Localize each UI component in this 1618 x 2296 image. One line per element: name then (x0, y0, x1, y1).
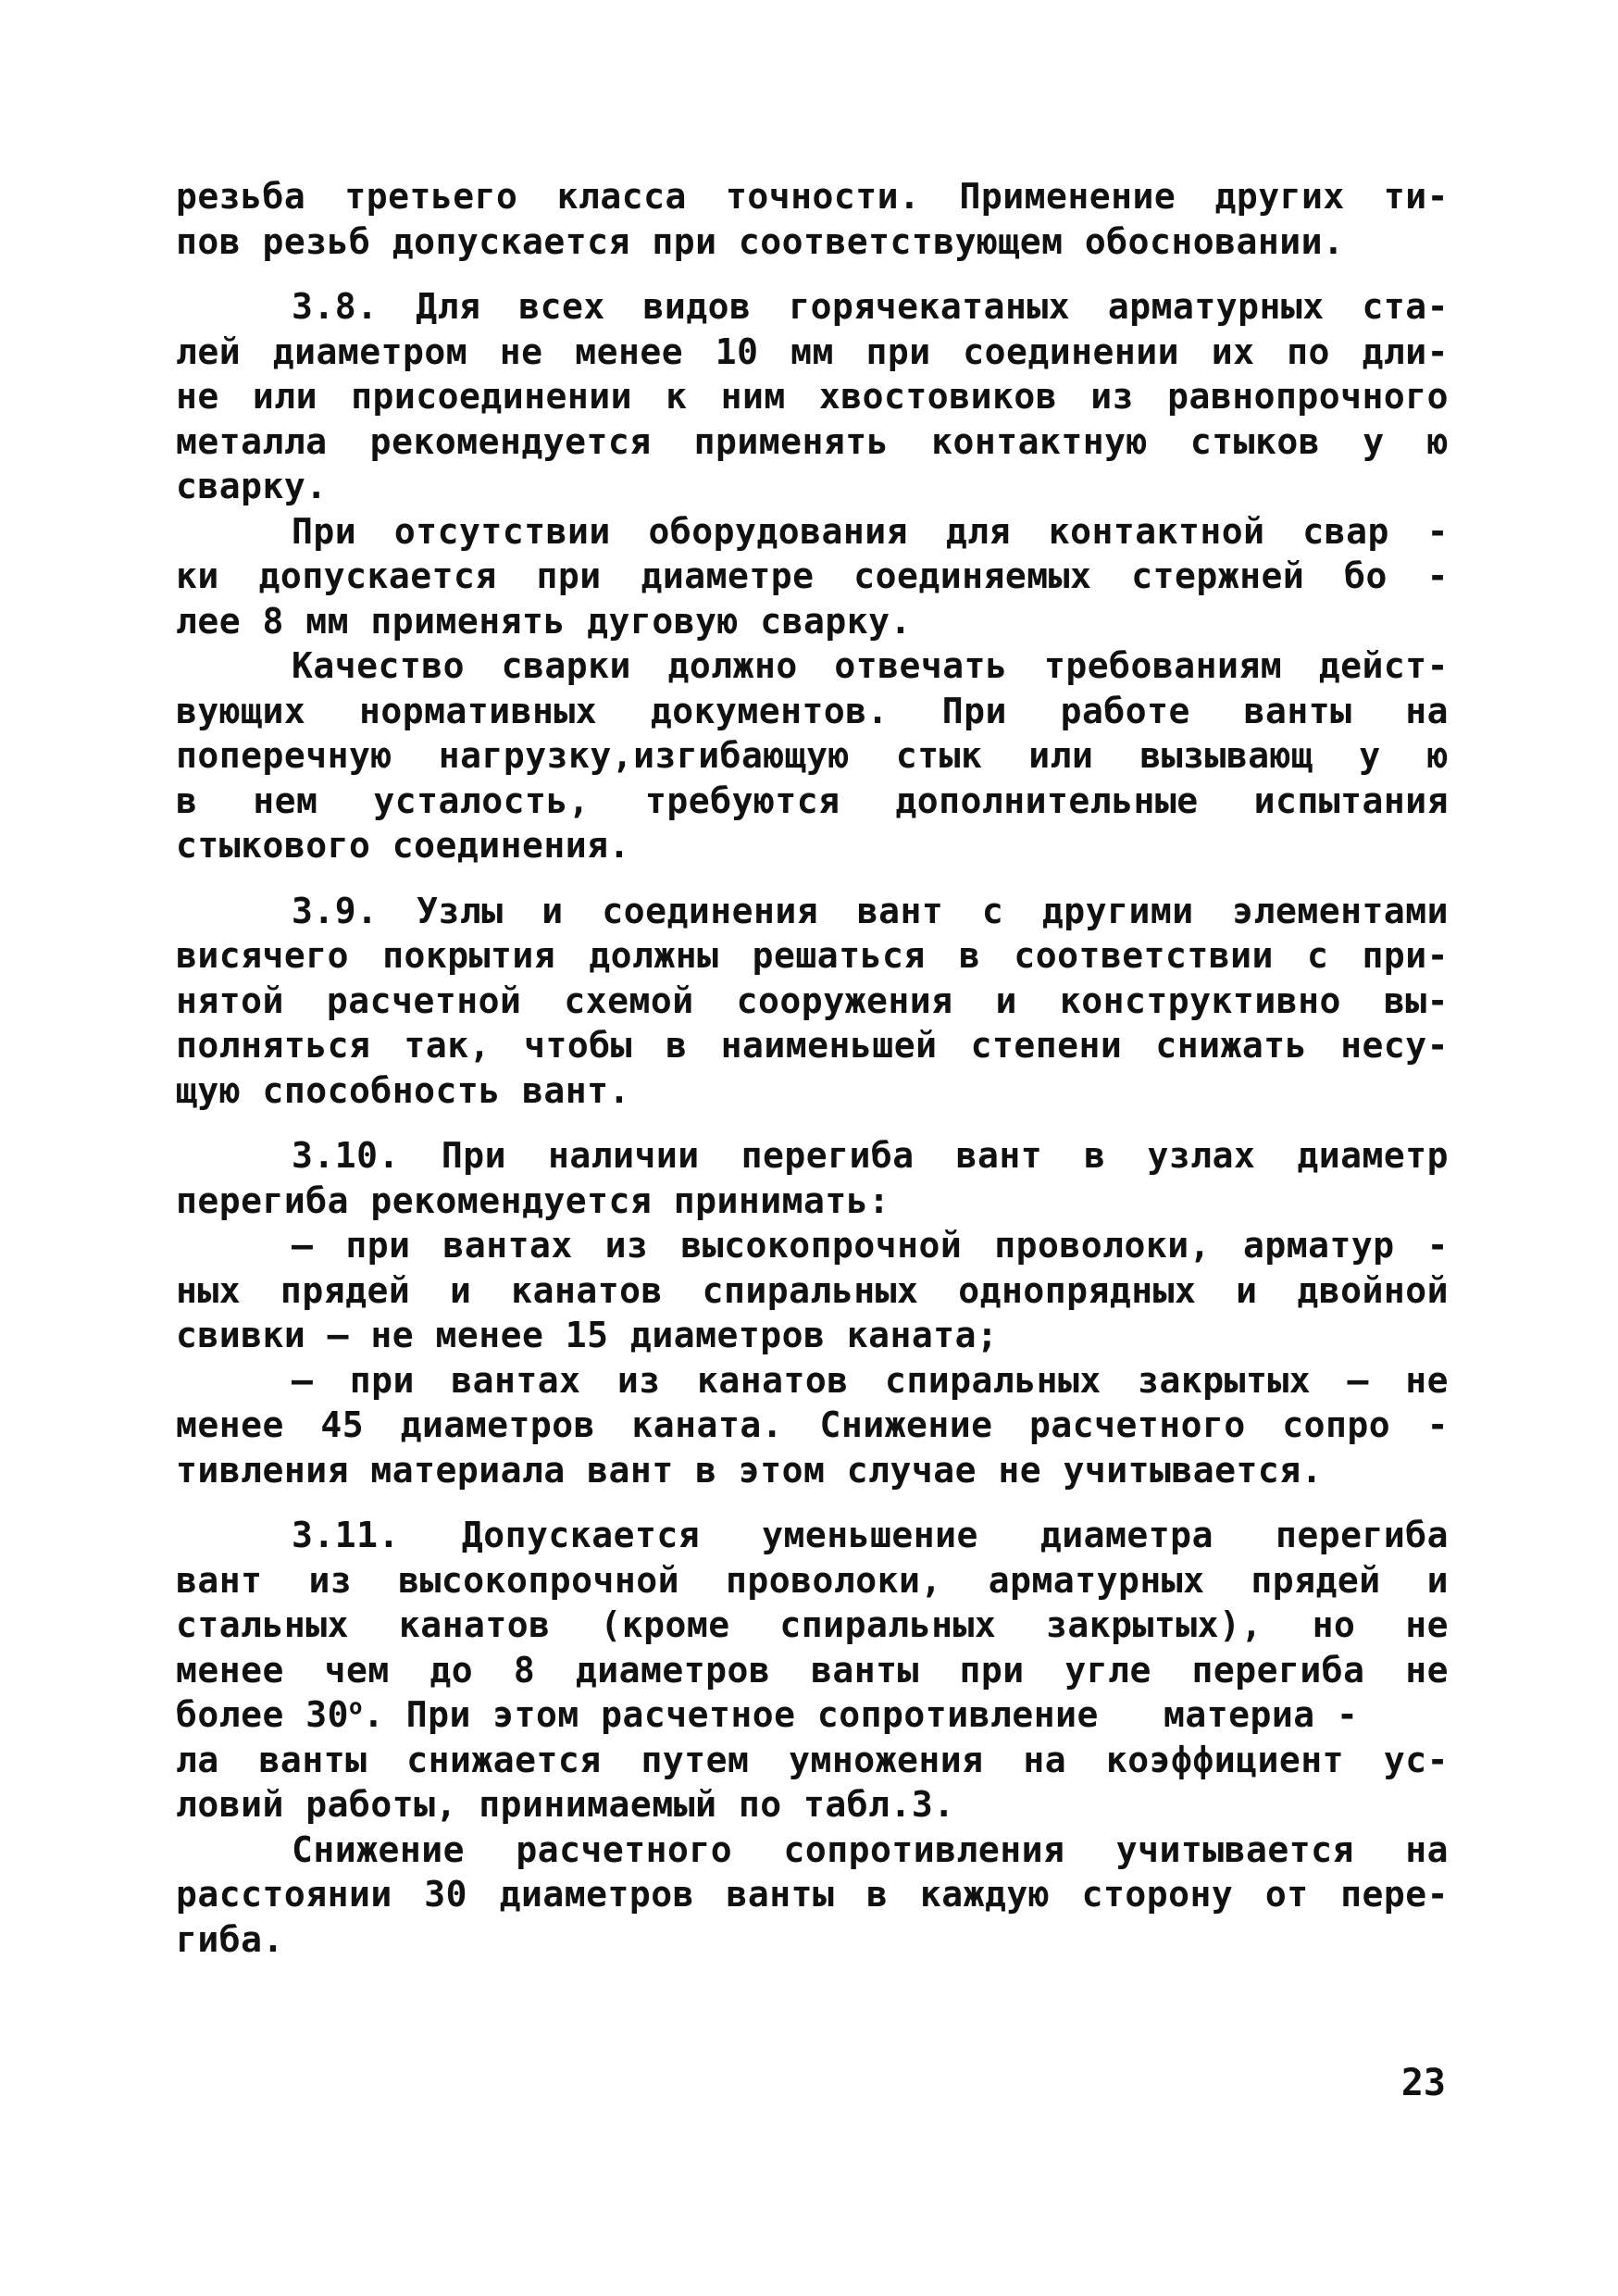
text-line: перегиба рекомендуется принимать: (176, 1179, 890, 1221)
text-segment: более 30 (176, 1694, 350, 1735)
page-number: 23 (1400, 2062, 1446, 2104)
list-item (176, 1223, 1449, 1358)
text-line: вующих нормативных документов. При работе ванты на (176, 690, 1449, 731)
text-line: свивки – не менее 15 диаметров каната; (176, 1315, 999, 1355)
list-item (176, 1358, 1449, 1493)
text-line: лее 8 мм применять дуговую сварку. (176, 600, 912, 642)
text-line: 3.9. Узлы и соединения вант с другими элементами (292, 890, 1449, 931)
text-line: висячего покрытия должны решаться в соответствии с при- (176, 935, 1449, 976)
text-line: сварку. (176, 466, 328, 506)
text-segment: . При этом расчетное сопротивление материа - (362, 1694, 1359, 1735)
text-line: ки допускается при диаметре соединяемых стержней бо - (176, 555, 1449, 596)
text-line: гиба. (176, 1918, 284, 1960)
text-line-with-degree (176, 1692, 1449, 1738)
text-line: Качество сварки должно отвечать требованиям дейст- (292, 645, 1449, 686)
text-line: в нем усталость, требуются дополнительные испытания (176, 780, 1449, 821)
document-body (176, 174, 1449, 1962)
paragraph-no-equipment (176, 509, 1449, 644)
paragraph-3-11 (176, 1513, 1449, 1828)
text-line: поперечную нагрузку,изгибающую стык или вызывающ у ю (176, 735, 1449, 776)
text-line: не или присоединении к ним хвостовиков из равнопрочного (176, 376, 1449, 417)
text-line: 3.8. Для всех видов горячекатаных арматурных ста- (292, 286, 1449, 327)
text-line: стыкового соединения. (176, 825, 630, 866)
degree-superscript: о (349, 1693, 363, 1720)
text-line: 3.10. При наличии перегиба вант в узлах диаметр (292, 1135, 1449, 1176)
paragraph-3-9 (176, 889, 1449, 1114)
text-line: расстоянии 30 диаметров ванты в каждую сторону от пере- (176, 1874, 1449, 1915)
text-line: резьба третьего класса точности. Применение других ти- (176, 176, 1449, 217)
text-line: При отсутствии оборудования для контактной свар - (292, 510, 1449, 552)
text-line: – при вантах из высокопрочной проволоки, арматур - (292, 1225, 1449, 1266)
text-line: лей диаметром не менее 10 мм при соединении их по дли- (176, 331, 1449, 372)
paragraph-weld-quality (176, 643, 1449, 868)
text-line: нятой расчетной схемой сооружения и конструктивно вы- (176, 980, 1449, 1021)
text-line: менее чем до 8 диаметров ванты при угле перегиба не (176, 1649, 1449, 1691)
text-line: щую способность вант. (176, 1069, 630, 1111)
paragraph-3-8 (176, 284, 1449, 509)
text-line: ловий работы, принимаемый по табл.3. (176, 1784, 955, 1825)
paragraph-3-10 (176, 1133, 1449, 1223)
text-line: Снижение расчетного сопротивления учитывается на (292, 1828, 1449, 1870)
paragraph-reduction (176, 1828, 1449, 1963)
text-line: ных прядей и канатов спиральных однопрядных и двойной (176, 1269, 1449, 1311)
text-line: стальных канатов (кроме спиральных закрытых), но не (176, 1604, 1449, 1645)
text-line: пов резьб допускается при соответствующем обосновании. (176, 220, 1345, 262)
text-line: металла рекомендуется применять контактную стыков у ю (176, 420, 1449, 462)
text-line: – при вантах из канатов спиральных закрытых – не (292, 1359, 1449, 1401)
text-line: менее 45 диаметров каната. Снижение расчетного сопро - (176, 1404, 1449, 1445)
text-line: вант из высокопрочной проволоки, арматурных прядей и (176, 1559, 1449, 1601)
text-line: полняться так, чтобы в наименьшей степени снижать несу- (176, 1025, 1449, 1066)
text-line: тивления материала вант в этом случае не учитывается. (176, 1449, 1324, 1491)
text-line: ла ванты снижается путем умножения на коэффициент ус- (176, 1739, 1449, 1780)
text-line: 3.11. Допускается уменьшение диаметра перегиба (292, 1515, 1449, 1555)
paragraph-continuation (176, 174, 1449, 264)
